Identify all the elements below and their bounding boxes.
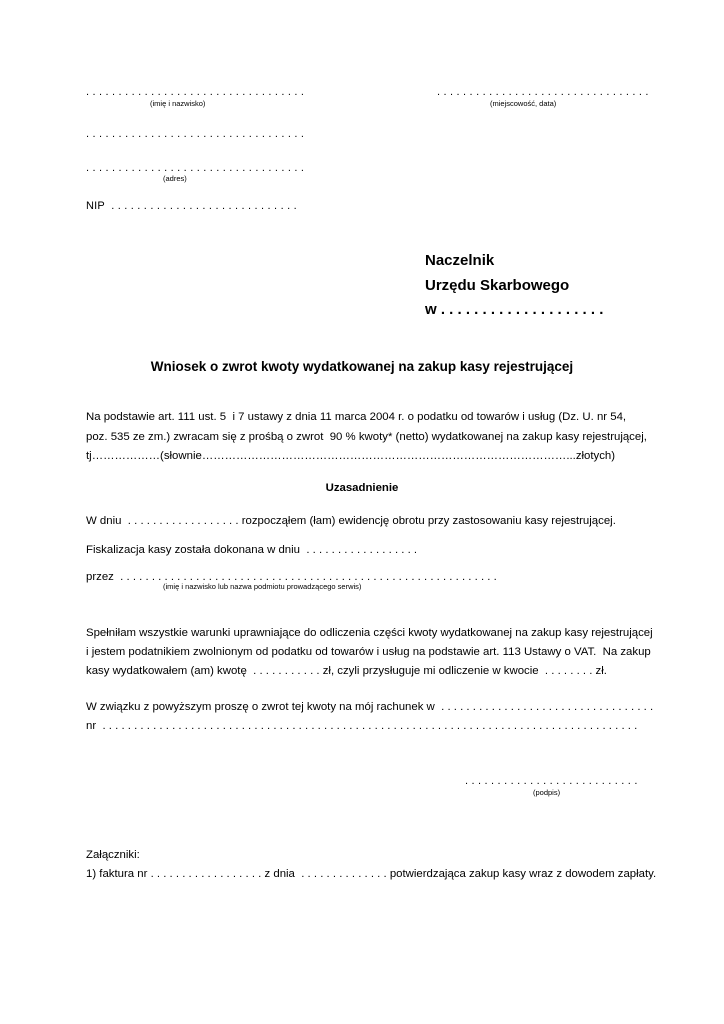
place-date-dots[interactable]: . . . . . . . . . . . . . . . . . . . . . . . . . . . . . . . . . [437,86,649,98]
conditions-line1: Spełniłam wszystkie warunki uprawniające do odliczenia części kwoty wydatkowanej na zakup kasy rejestrującej [86,627,653,639]
account-bank-line[interactable]: W związku z powyższym proszę o zwrot tej kwoty na mój rachunek w . . . . . . . . . . . . . . . . . . . . . . . . . . . . . . . . . . [86,701,654,713]
signature-dots[interactable]: . . . . . . . . . . . . . . . . . . . . . . . . . . . [465,775,638,787]
address-line1-dots[interactable]: . . . . . . . . . . . . . . . . . . . . . . . . . . . . . . . . . . [86,128,305,140]
fiscalization-line[interactable]: Fiskalizacja kasy została dokonana w dniu . . . . . . . . . . . . . . . . . . [86,544,418,556]
service-by-caption: (imię i nazwisko lub nazwa podmiotu prowadzącego serwis) [163,582,362,591]
name-dots[interactable]: . . . . . . . . . . . . . . . . . . . . . . . . . . . . . . . . . . [86,86,305,98]
attachment-item-1[interactable]: 1) faktura nr . . . . . . . . . . . . . . . . . . z dnia . . . . . . . . . . . . . . potwierdzająca zakup kasy wraz z dowodem zapłaty. [86,868,657,880]
conditions-line2: i jestem podatnikiem zwolnionym od podatku od towarów i usług na podstawie art. 113 Ustawy o VAT. Na zakup [86,646,651,658]
intro-line2: poz. 535 ze zm.) zwracam się z prośbą o zwrot 90 % kwoty* (netto) wydatkowanej na zakup kasy rejestrującej, [86,431,647,443]
justification-heading: Uzasadnienie [325,482,399,494]
conditions-line3[interactable]: kasy wydatkowałem (am) kwotę . . . . . . . . . . . zł, czyli przysługuje mi odliczenie w kwocie . . . . . . . . zł. [86,665,607,677]
addressee-line1: Naczelnik [425,252,495,269]
intro-line3[interactable]: tj………………(słownie……………………………………………………………………………………...złotych) [86,450,616,462]
addressee-line3[interactable]: w . . . . . . . . . . . . . . . . . . . . [425,301,604,318]
attachments-heading: Załączniki: [86,849,140,861]
name-caption: (imię i nazwisko) [150,99,206,108]
start-date-line[interactable]: W dniu . . . . . . . . . . . . . . . . . . rozpocząłem (łam) ewidencję obrotu przy zastosowaniu kasy rejestrującej. [86,515,616,527]
place-date-caption: (miejscowość, data) [490,99,557,108]
nip-line[interactable]: NIP . . . . . . . . . . . . . . . . . . . . . . . . . . . . . [86,200,297,212]
signature-caption: (podpis) [533,788,561,797]
intro-line1: Na podstawie art. 111 ust. 5 i 7 ustawy z dnia 11 marca 2004 r. o podatku od towarów i usług (Dz. U. nr 54, [86,411,627,423]
document-title: Wniosek o zwrot kwoty wydatkowanej na zakup kasy rejestrującej [150,359,574,374]
service-by-line[interactable]: przez . . . . . . . . . . . . . . . . . . . . . . . . . . . . . . . . . . . . . . . . . . . . . . . . . . . . . . . . . . . . [86,571,497,583]
addressee-line2: Urzędu Skarbowego [425,277,570,294]
account-number-line[interactable]: nr . . . . . . . . . . . . . . . . . . . . . . . . . . . . . . . . . . . . . . . . . . . . . . . . . . . . . . . . . . . . . . . . . . . . . . . . . . . . . . . . . . . . . [86,720,638,732]
address-caption: (adres) [163,174,187,183]
address-line2-dots[interactable]: . . . . . . . . . . . . . . . . . . . . . . . . . . . . . . . . . . [86,162,305,174]
